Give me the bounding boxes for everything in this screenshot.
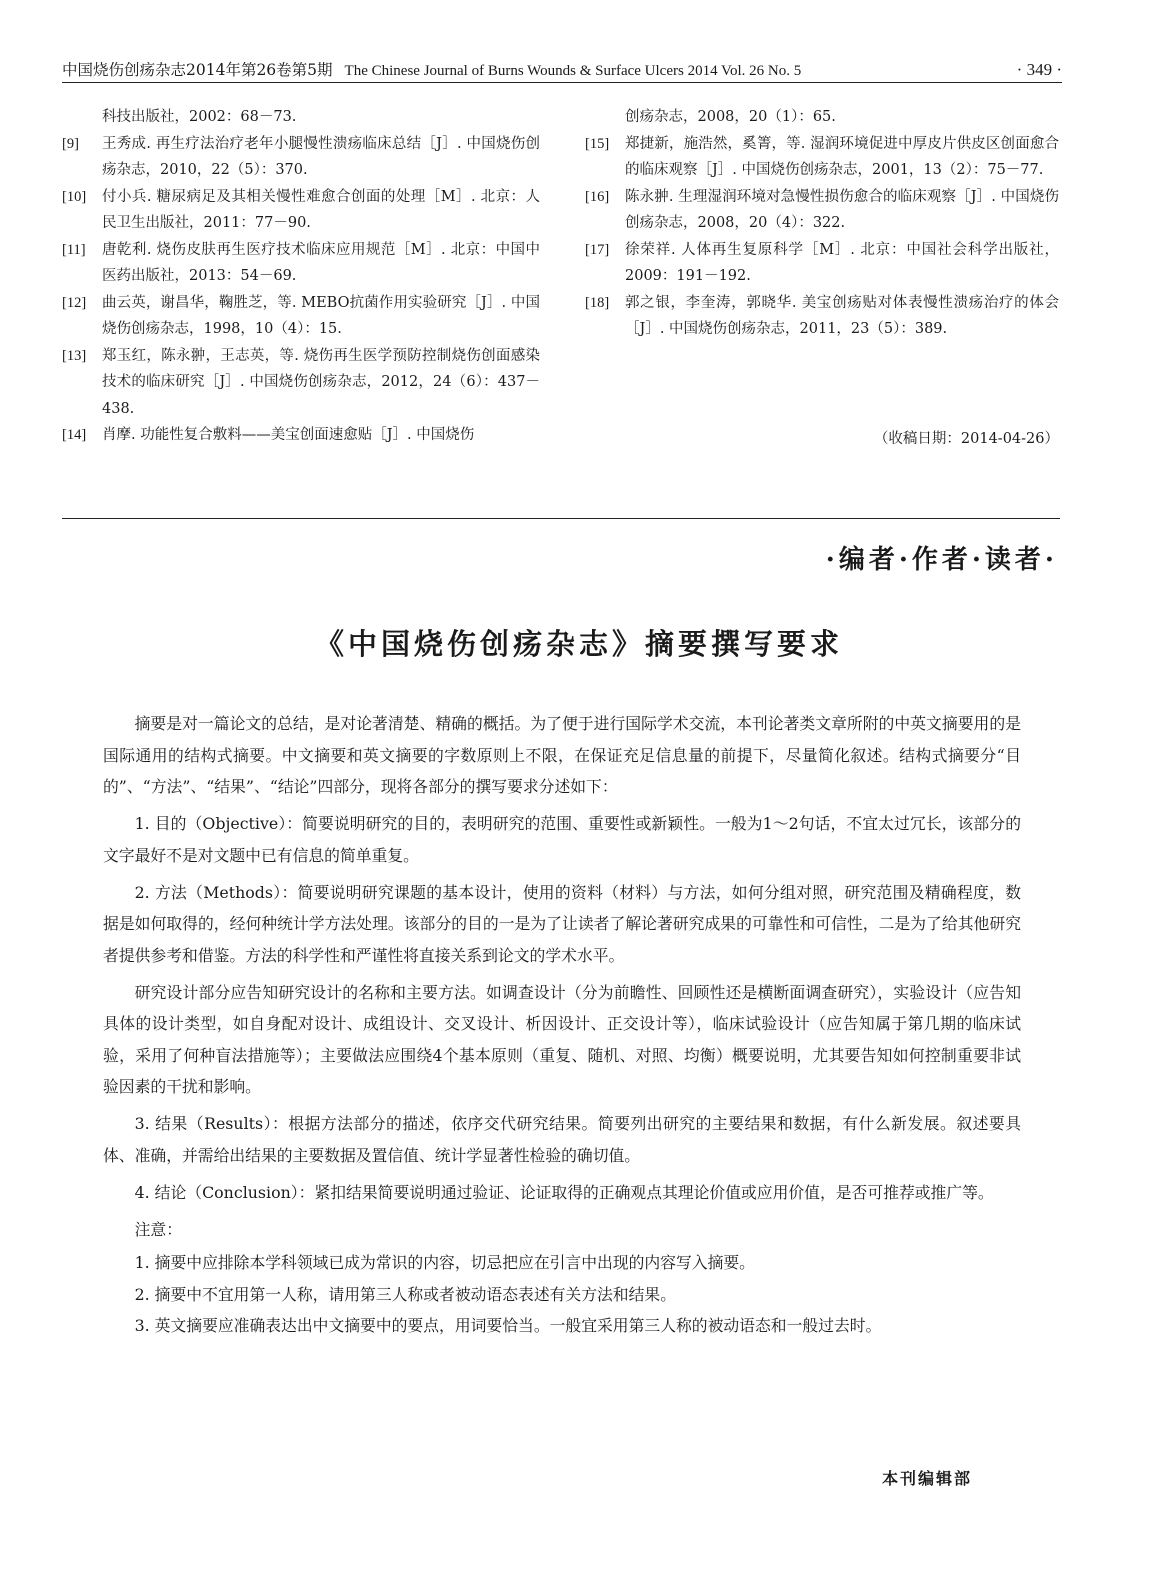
paragraph: 3. 结果（Results）：根据方法部分的描述，依序交代研究结果。简要列出研究的主要结果和数据，有什么新发展。叙述要具体、准确，并需给出结果的主要数据及置信值、统计学显著性检验的确切值。 [103,1114,1021,1165]
paragraph: 1. 目的（Objective）：简要说明研究的目的，表明研究的范围、重要性或新颖性。一般为1～2句话，不宜太过冗长，该部分的文字最好不是对文题中已有信息的简单重复。 [103,814,1021,865]
page-number: · 349 · [1016,60,1062,79]
running-header [62,58,1062,83]
column-title: ·编者·作者·读者· [825,545,1058,575]
reference-item: [15] 郑捷新，施浩然，奚箐，等. 湿润环境促进中厚皮片供皮区创面愈合的临床观察［J］. 中国烧伤创疡杂志，2001，13（2）：75－77. [585,135,1059,178]
note-item: 2. 摘要中不宜用第一人称，请用第三人称或者被动语态表述有关方法和结果。 [134,1284,676,1304]
note-item: 1. 摘要中应排除本学科领域已成为常识的内容，切忌把应在引言中出现的内容写入摘要。 [134,1253,755,1272]
paragraph: 研究设计部分应告知研究设计的名称和主要方法。如调查设计（分为前瞻性、回顾性还是横断面调查研究），实验设计（应告知具体的设计类型，如自身配对设计、成组设计、交叉设计、析因设计、正交设计等），临床试验设计（应告知属于第几期的临床试验，采用了何种盲法措施等）；主要做法应围绕4个基本原则（重复、随机、对照、均衡）概要说明，尤其要告知如何控制重要非试验因素的干扰和影响。 [103,982,1021,1096]
notes-heading: 注意： [134,1219,182,1239]
article-title: 《中国烧伤创疡杂志》摘要撰写要求 [314,627,843,661]
reference-item: [13] 郑玉红，陈永翀，王志英，等. 烧伤再生医学预防控制烧伤创面感染技术的临床研究［J］. 中国烧伤创疡杂志，2012，24（6）：437－438. [62,347,540,417]
article-body [103,708,1021,1342]
journal-name-cn: 中国烧伤创疡杂志2014年第26卷第5期 [62,61,333,79]
reference-item: [16] 陈永翀. 生理湿润环境对急慢性损伤愈合的临床观察［J］. 中国烧伤创疡杂志，2008，20（4）：322. [585,188,1059,231]
journal-name-en: The Chinese Journal of Burns Wounds & Surface Ulcers 2014 Vol. 26 No. 5 [344,63,802,79]
reference-item: 科技出版社，2002：68－73. [102,109,297,125]
paragraph: 2. 方法（Methods）：简要说明研究课题的基本设计，使用的资料（材料）与方法，如何分组对照，研究范围及精确程度，数据是如何取得的，经何种统计学方法处理。该部分的目的一是为了让读者了解论著研究成果的可靠性和可信性，二是为了给其他研究者提供参考和借鉴。方法的科学性和严谨性将直接关系到论文的学术水平。 [103,882,1021,965]
reference-item: [14] 肖摩. 功能性复合敷料——美宝创面速愈贴［J］. 中国烧伤 [62,427,475,443]
paragraph: 4. 结论（Conclusion）：紧扣结果简要说明通过验证、论证取得的正确观点其理论价值或应用价值，是否可推荐或推广等。 [134,1182,994,1202]
received-date: （收稿日期：2014-04-26） [873,431,1059,447]
reference-item: 创疡杂志，2008，20（1）：65. [625,109,836,125]
reference-list-right [585,104,1059,343]
reference-item: [18] 郭之银，李奎涛，郭晓华. 美宝创疡贴对体表慢性溃疡治疗的体会［J］. 中国烧伤创疡杂志，2011，23（5）：389. [585,294,1059,337]
section-divider [62,518,1060,519]
note-item: 3. 英文摘要应准确表达出中文摘要中的要点，用词要恰当。一般宜采用第三人称的被动语态和一般过去时。 [134,1316,882,1335]
paragraph: 摘要是对一篇论文的总结，是对论著清楚、精确的概括。为了便于进行国际学术交流，本刊论著类文章所附的中英文摘要用的是国际通用的结构式摘要。中文摘要和英文摘要的字数原则上不限，在保证充足信息量的前提下，尽量简化叙述。结构式摘要分“目的”、“方法”、“结果”、“结论”四部分，现将各部分的撰写要求分述如下： [103,714,1021,796]
editorial-signature: 本刊编辑部 [881,1469,972,1488]
reference-list-left [62,104,540,449]
reference-item: [9] 王秀成. 再生疗法治疗老年小腿慢性溃疡临床总结［J］. 中国烧伤创疡杂志，2010，22（5）：370. [62,135,540,178]
reference-item: [10] 付小兵. 糖尿病足及其相关慢性难愈合创面的处理［M］. 北京：人民卫生出版社，2011：77－90. [62,188,540,231]
reference-item: [12] 曲云英，谢昌华，鞠胜芝，等. MEBO抗菌作用实验研究［J］. 中国烧伤创疡杂志，1998，10（4）：15. [62,294,540,337]
reference-item: [11] 唐乾利. 烧伤皮肤再生医疗技术临床应用规范［M］. 北京：中国中医药出版社，2013：54－69. [62,241,540,284]
reference-item: [17] 徐荣祥. 人体再生复原科学［M］. 北京：中国社会科学出版社，2009：191－192. [585,241,1059,284]
